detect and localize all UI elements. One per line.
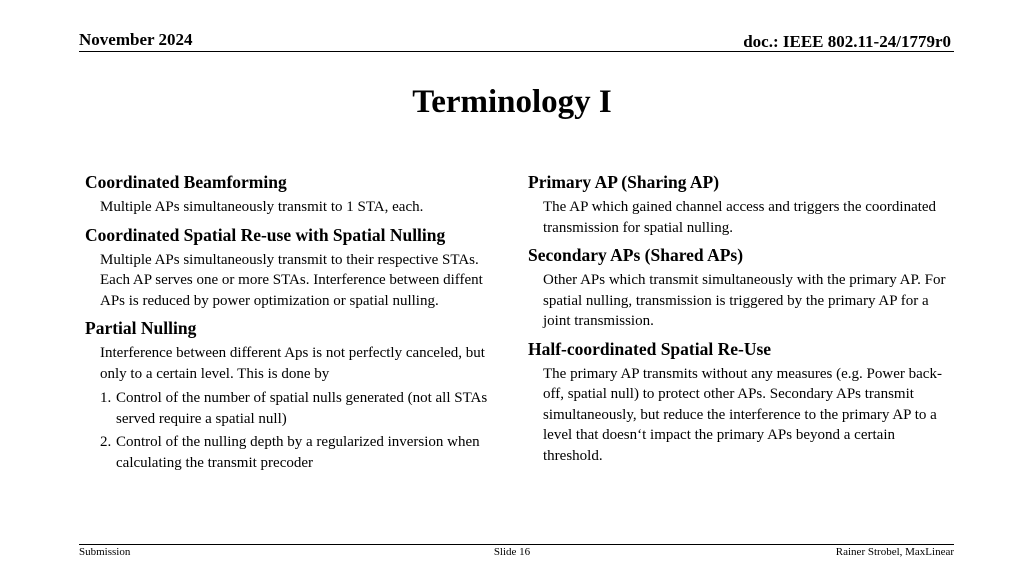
list-item-text: Control of the number of spatial nulls generated (not all STAs served require a spatial null): [116, 390, 488, 427]
section-text-coordinated-beamforming: Multiple APs simultaneously transmit to 1 STA, each.: [100, 199, 424, 215]
header-divider: [79, 51, 954, 52]
list-item: [100, 432, 505, 473]
footer-slide-number: Slide 16: [493, 546, 531, 558]
section-heading-coordinated-beamforming: Coordinated Beamforming: [85, 172, 287, 192]
slide-title: Terminology I: [412, 84, 612, 120]
list-item: [100, 388, 505, 429]
section-text-primary-ap: The AP which gained channel access and triggers the coordinated transmission for spatial nulling.: [543, 199, 937, 236]
list-item-number: 1.: [100, 390, 112, 406]
footer-author: Rainer Strobel, MaxLinear: [835, 546, 954, 558]
section-heading-spatial-reuse-nulling: Coordinated Spatial Re-use with Spatial Nulling: [85, 224, 446, 245]
section-heading-partial-nulling: Partial Nulling: [85, 318, 197, 338]
section-heading-primary-ap: Primary AP (Sharing AP): [528, 172, 720, 192]
section-heading-secondary-aps: Secondary APs (Shared APs): [528, 245, 744, 265]
section-text-spatial-reuse-nulling: Multiple APs simultaneously transmit to their respective STAs. Each AP serves one or more STAs. Interference between diffent APs is reduced by power optimization or spatial nulling.: [100, 251, 483, 309]
section-heading-half-coordinated: Half-coordinated Spatial Re-Use: [528, 338, 772, 359]
list-item-text: Control of the nulling depth by a regularized inversion when calculating the transmit precoder: [116, 434, 480, 471]
right-column: [528, 171, 948, 470]
footer-submission: Submission: [79, 546, 131, 558]
section-text-partial-nulling: Interference between different Aps is not perfectly canceled, but only to a certain level. This is done by: [100, 345, 485, 382]
section-text-half-coordinated: The primary AP transmits without any measures (e.g. Power back-off, spatial null) to protect other APs. Secondary APs transmit simultaneously, but reduce the interference to the primary AP to a level that doesn‘t impact the primary APs beyond a certain threshold.: [543, 365, 942, 464]
left-column: [85, 171, 505, 476]
list-item-number: 2.: [100, 434, 112, 450]
footer-divider: [79, 544, 954, 545]
header-doc-id: doc.: IEEE 802.11-24/1779r0: [743, 32, 951, 51]
section-text-secondary-aps: Other APs which transmit simultaneously with the primary AP. For spatial nulling, transmission is triggered by the primary AP for a joint transmission.: [543, 272, 946, 329]
header-date: November 2024: [79, 30, 193, 49]
